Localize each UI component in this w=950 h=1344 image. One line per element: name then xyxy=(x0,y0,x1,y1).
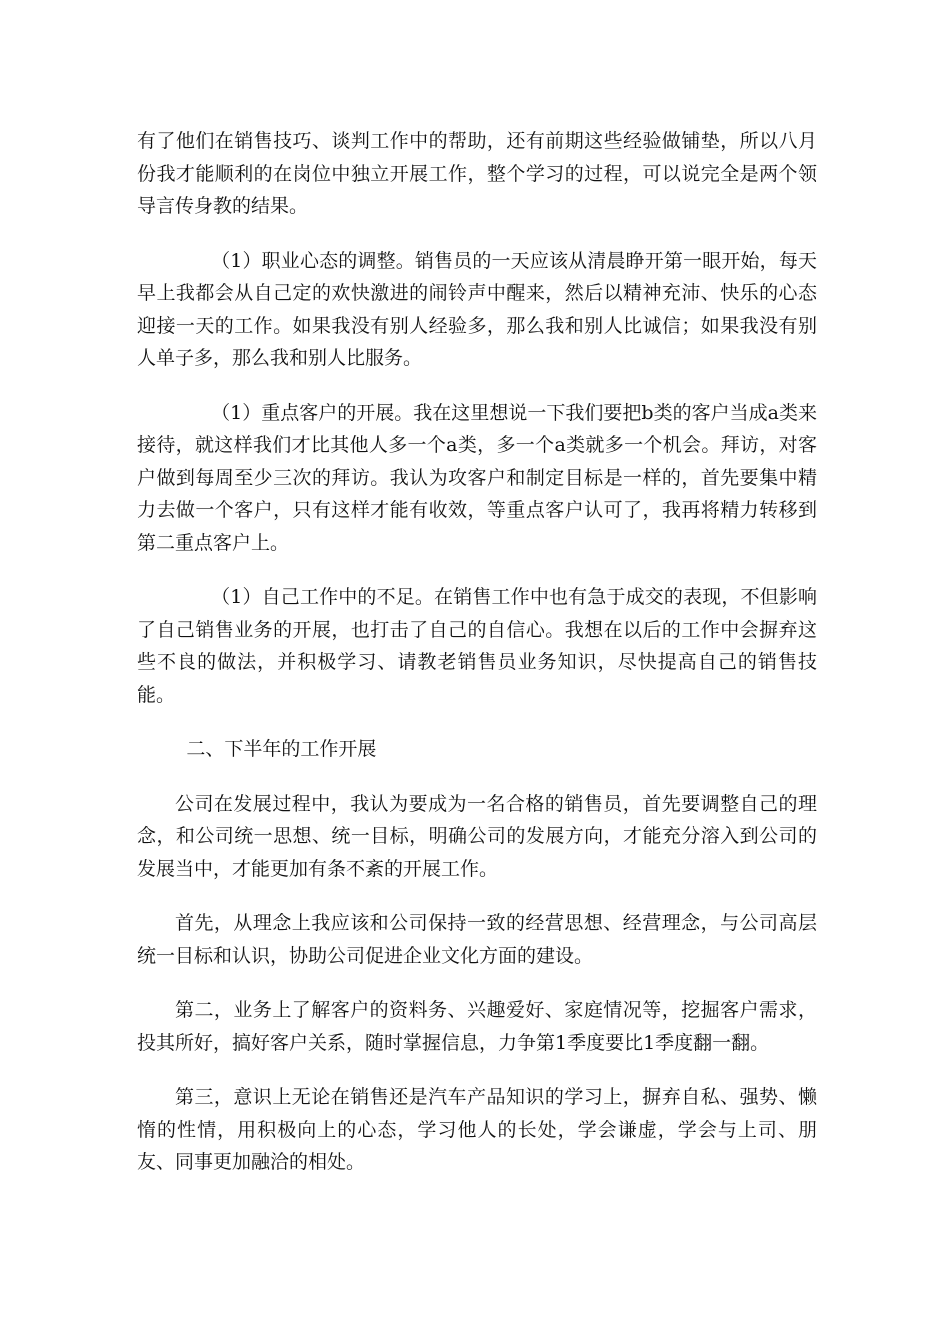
paragraph-career-mindset: （1）职业心态的调整。销售员的一天应该从清晨睁开第一眼开始，每天早上我都会从自己定的欢快激进的闹铃声中醒来，然后以精神充沛、快乐的心态迎接一天的工作。如果我没有别人经验多，那么我和别人比诚信；如果我没有别人单子多，那么我和别人比服务。 xyxy=(137,249,817,369)
paragraph-intro: 有了他们在销售技巧、谈判工作中的帮助，还有前期这些经验做铺垫，所以八月份我才能顺利的在岗位中独立开展工作，整个学习的过程，可以说完全是两个领导言传身教的结果。 xyxy=(137,130,817,217)
paragraph-company-development: 公司在发展过程中，我认为要成为一名合格的销售员，首先要调整自己的理念，和公司统一思想、统一目标，明确公司的发展方向，才能充分溶入到公司的发展当中，才能更加有条不紊的开展工作。 xyxy=(137,792,817,880)
paragraph-key-clients: （1）重点客户的开展。我在这里想说一下我们要把b类的客户当成a类来接待，就这样我们才比其他人多一个a类，多一个a类就多一个机会。拜访，对客户做到每周至少三次的拜访。我认为攻客户和制定目标是一样的，首先要集中精力去做一个客户，只有这样才能有收效，等重点客户认可了，我再将精力转移到第二重点客户上。 xyxy=(137,401,817,554)
paragraph-first-point: 首先，从理念上我应该和公司保持一致的经营思想、经营理念，与公司高层统一目标和认识，协助公司促进企业文化方面的建设。 xyxy=(137,912,817,967)
paragraph-shortcomings: （1）自己工作中的不足。在销售工作中也有急于成交的表现，不但影响了自己销售业务的开展，也打击了自己的自信心。我想在以后的工作中会摒弃这些不良的做法，并积极学习、请教老销售员业务知识，尽快提高自己的销售技能。 xyxy=(137,586,817,706)
section-heading-second-half: 二、下半年的工作开展 xyxy=(186,738,377,760)
paragraph-third-point: 第三，意识上无论在销售还是汽车产品知识的学习上，摒弃自私、强势、懒惰的性情，用积极向上的心态，学习他人的长处，学会谦虚，学会与上司、朋友、同事更加融洽的相处。 xyxy=(137,1086,817,1173)
document-body xyxy=(137,125,817,1201)
paragraph-second-point: 第二，业务上了解客户的资料务、兴趣爱好、家庭情况等，挖掘客户需求，投其所好，搞好客户关系，随时掌握信息，力争第1季度要比1季度翻一翻。 xyxy=(137,999,817,1054)
